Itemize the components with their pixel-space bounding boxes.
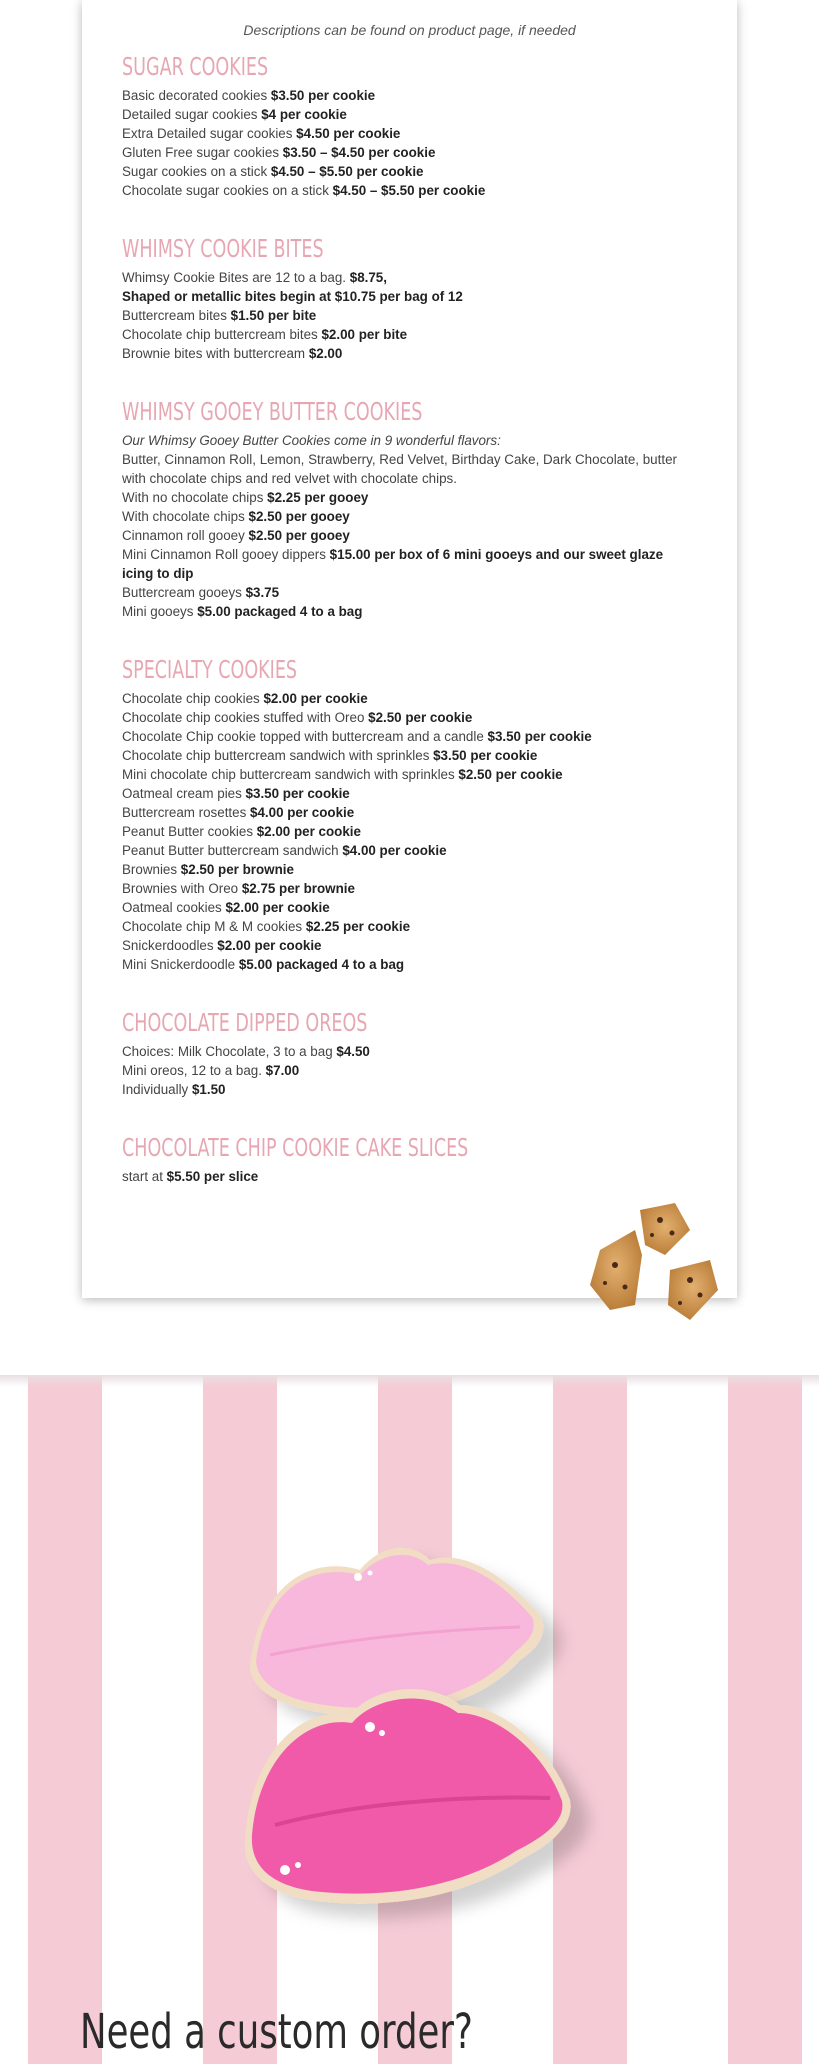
item-price: $5.50 per slice [166, 1169, 259, 1184]
section-title: SUGAR COOKIES [122, 52, 269, 81]
item-description: Our Whimsy Gooey Butter Cookies come in 9 wonderful flavors: [122, 433, 501, 448]
price-line [122, 86, 697, 105]
item-description: Individually [122, 1082, 192, 1097]
item-price: $4 per cookie [261, 107, 347, 122]
price-line [122, 936, 697, 955]
item-price: $2.50 per gooey [248, 528, 350, 543]
item-price: $4.00 per cookie [342, 843, 447, 858]
item-description: Cinnamon roll gooey [122, 528, 249, 543]
item-description: Chocolate chip buttercream sandwich with sprinkles [122, 748, 434, 763]
cookie-crumbs-image [580, 1195, 725, 1345]
item-description: Gluten Free sugar cookies [122, 145, 283, 160]
item-price: $4.50 [336, 1044, 370, 1059]
item-price: $5.00 packaged 4 to a bag [238, 957, 405, 972]
price-line [122, 181, 697, 200]
item-price: $3.75 [245, 585, 280, 600]
item-description: Mini Snickerdoodle [122, 957, 239, 972]
item-price: $2.00 per bite [321, 327, 408, 342]
item-price: $2.00 per cookie [225, 900, 330, 915]
price-line [122, 1042, 697, 1061]
price-line [122, 602, 697, 621]
item-description: Chocolate sugar cookies on a stick [122, 183, 333, 198]
item-description: Buttercream bites [122, 308, 231, 323]
item-description: Peanut Butter buttercream sandwich [122, 843, 343, 858]
price-sections [122, 50, 697, 1186]
item-description: Peanut Butter cookies [122, 824, 257, 839]
price-line [122, 583, 697, 602]
price-section [122, 50, 697, 200]
item-price: $8.75, [349, 270, 387, 285]
item-description: Extra Detailed sugar cookies [122, 126, 297, 141]
item-price: $2.50 per brownie [180, 862, 294, 877]
item-price: $7.00 [265, 1063, 300, 1078]
banner-top-shadow [0, 1375, 819, 1387]
item-description: Mini gooeys [122, 604, 198, 619]
price-line [122, 124, 697, 143]
item-description: start at [122, 1169, 167, 1184]
item-description: Basic decorated cookies [122, 88, 271, 103]
price-line [122, 1167, 697, 1186]
item-price: $2.50 per cookie [368, 710, 473, 725]
price-line [122, 689, 697, 708]
lip-cookies-image [230, 1515, 610, 1955]
price-line [122, 450, 697, 488]
item-price: $4.50 per cookie [296, 126, 401, 141]
item-description: Chocolate chip cookies [122, 691, 264, 706]
price-line [122, 784, 697, 803]
item-price: $3.50 per cookie [433, 748, 538, 763]
item-description: Oatmeal cream pies [122, 786, 246, 801]
price-line [122, 431, 697, 450]
item-description: Chocolate chip buttercream bites [122, 327, 322, 342]
price-list-card [82, 0, 737, 1298]
item-description: Buttercream rosettes [122, 805, 251, 820]
item-description: Choices: Milk Chocolate, 3 to a bag [122, 1044, 337, 1059]
item-price: $2.25 per gooey [267, 490, 369, 505]
item-price: $2.50 per gooey [248, 509, 350, 524]
item-description: Chocolate chip cookies stuffed with Oreo [122, 710, 369, 725]
price-line [122, 306, 697, 325]
price-line [122, 708, 697, 727]
price-line [122, 917, 697, 936]
item-description: Whimsy Cookie Bites are 12 to a bag. [122, 270, 350, 285]
price-line [122, 545, 697, 583]
item-price: $2.00 per cookie [217, 938, 322, 953]
item-description: Chocolate chip M & M cookies [122, 919, 306, 934]
price-line [122, 879, 697, 898]
item-description: Snickerdoodles [122, 938, 218, 953]
price-section [122, 395, 697, 621]
item-price: $2.00 per cookie [256, 824, 361, 839]
price-line [122, 344, 697, 363]
custom-order-heading: Need a custom order? [80, 2004, 473, 2060]
item-description: With no chocolate chips [122, 490, 268, 505]
price-line [122, 488, 697, 507]
item-description: Brownies [122, 862, 181, 877]
price-line [122, 765, 697, 784]
price-line [122, 287, 697, 306]
item-description: Chocolate Chip cookie topped with buttercream and a candle [122, 729, 488, 744]
section-title: CHOCOLATE CHIP COOKIE CAKE SLICES [122, 1133, 469, 1162]
item-description: Brownies with Oreo [122, 881, 242, 896]
price-line [122, 822, 697, 841]
price-section [122, 653, 697, 974]
section-title: SPECIALTY COOKIES [122, 655, 298, 684]
item-price: $1.50 [191, 1082, 226, 1097]
item-description: Brownie bites with buttercream [122, 346, 309, 361]
price-line [122, 955, 697, 974]
item-description: Mini Cinnamon Roll gooey dippers [122, 547, 330, 562]
item-description: Sugar cookies on a stick [122, 164, 271, 179]
item-description: Mini oreos, 12 to a bag. [122, 1063, 266, 1078]
item-description: Buttercream gooeys [122, 585, 246, 600]
item-description: With chocolate chips [122, 509, 249, 524]
price-line [122, 898, 697, 917]
item-price: $1.50 per bite [230, 308, 317, 323]
price-line [122, 841, 697, 860]
price-line [122, 162, 697, 181]
section-title: CHOCOLATE DIPPED OREOS [122, 1008, 368, 1037]
item-description: Mini chocolate chip buttercream sandwich with sprinkles [122, 767, 459, 782]
price-line [122, 268, 697, 287]
price-line [122, 325, 697, 344]
item-price: $15.00 per box of 6 mini gooeys and our sweet glaze icing to dip [122, 547, 664, 581]
item-price: $4.50 – $5.50 per cookie [332, 183, 486, 198]
item-price: $3.50 per cookie [245, 786, 350, 801]
price-line [122, 507, 697, 526]
price-line [122, 143, 697, 162]
item-price: $4.50 – $5.50 per cookie [270, 164, 424, 179]
item-price: $2.00 [308, 346, 343, 361]
price-section [122, 1006, 697, 1099]
price-line [122, 727, 697, 746]
price-section [122, 1131, 697, 1186]
price-line [122, 803, 697, 822]
item-price: $2.00 per cookie [263, 691, 368, 706]
price-line [122, 526, 697, 545]
price-line [122, 105, 697, 124]
item-price: $2.75 per brownie [241, 881, 355, 896]
description-note: Descriptions can be found on product page, if needed [243, 22, 576, 38]
item-price: $5.00 packaged 4 to a bag [197, 604, 363, 619]
item-price: Shaped or metallic bites begin at $10.75 per bag of 12 [122, 289, 463, 304]
item-description: Detailed sugar cookies [122, 107, 262, 122]
section-title: WHIMSY COOKIE BITES [122, 234, 324, 263]
item-price: $4.00 per cookie [250, 805, 355, 820]
item-price: $2.25 per cookie [305, 919, 411, 934]
price-line [122, 860, 697, 879]
item-price: $2.50 per cookie [458, 767, 563, 782]
section-title: WHIMSY GOOEY BUTTER COOKIES [122, 397, 423, 426]
item-price: $3.50 per cookie [487, 729, 592, 744]
item-description: Oatmeal cookies [122, 900, 226, 915]
price-line [122, 1061, 697, 1080]
item-price: $3.50 per cookie [270, 88, 376, 103]
price-line [122, 746, 697, 765]
item-price: $3.50 – $4.50 per cookie [282, 145, 436, 160]
price-line [122, 1080, 697, 1099]
item-description: Butter, Cinnamon Roll, Lemon, Strawberry, Red Velvet, Birthday Cake, Dark Chocolate, butter with chocolate chips and red velvet with chocolate chips. [122, 452, 677, 486]
price-section [122, 232, 697, 363]
